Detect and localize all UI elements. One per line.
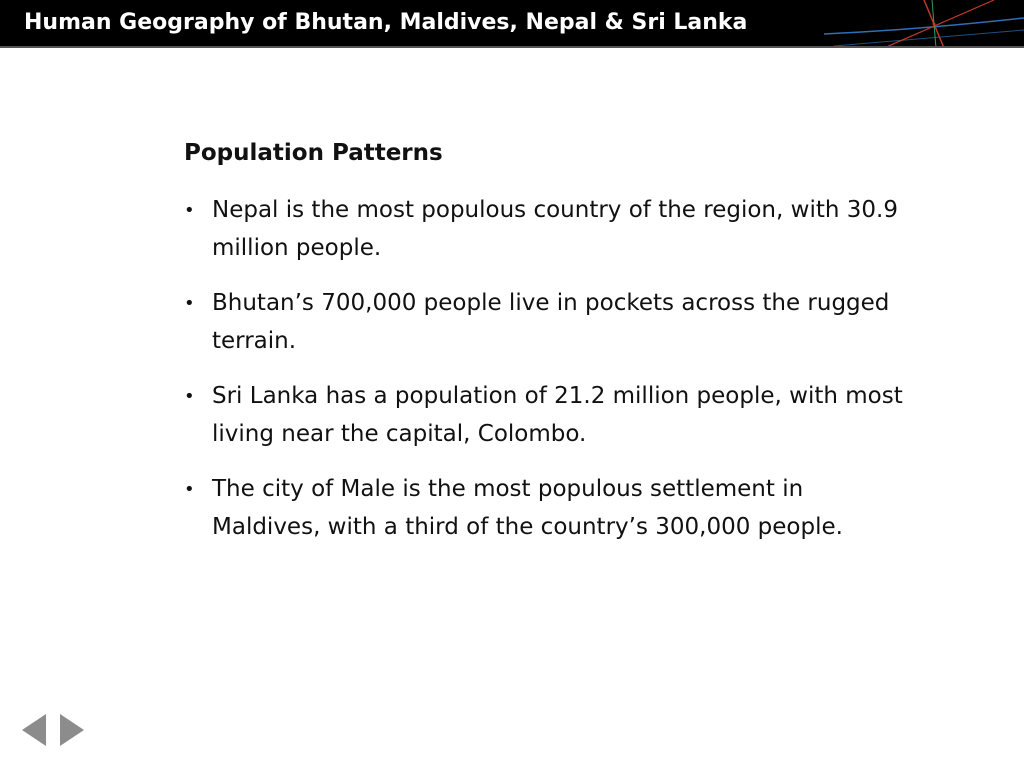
bullet-text: The city of Male is the most populous settlement in Maldives, with a third of the country’s 300,000 people. bbox=[212, 476, 843, 540]
slide-content bbox=[184, 138, 924, 564]
section-heading: Population Patterns bbox=[184, 140, 443, 166]
bullet-text: Bhutan’s 700,000 people live in pockets across the rugged terrain. bbox=[212, 290, 890, 354]
bullet-icon: • bbox=[184, 479, 195, 500]
title-divider bbox=[0, 46, 1024, 48]
bullet-icon: • bbox=[184, 293, 195, 314]
slide-title: Human Geography of Bhutan, Maldives, Nepal & Sri Lanka bbox=[24, 10, 748, 35]
bullet-item bbox=[184, 378, 924, 453]
bullet-item bbox=[184, 471, 924, 546]
bullet-text: Sri Lanka has a population of 21.2 million people, with most living near the capital, Colombo. bbox=[212, 383, 903, 447]
next-slide-button[interactable] bbox=[58, 712, 86, 748]
bullet-icon: • bbox=[184, 200, 195, 221]
bullet-item bbox=[184, 285, 924, 360]
bullet-text: Nepal is the most populous country of the region, with 30.9 million people. bbox=[212, 197, 898, 261]
previous-slide-button[interactable] bbox=[20, 712, 48, 748]
title-bar bbox=[0, 0, 1024, 48]
triangle-right-icon bbox=[58, 712, 86, 748]
bullet-icon: • bbox=[184, 386, 195, 407]
bullet-item bbox=[184, 192, 924, 267]
slide-navigation bbox=[20, 712, 90, 750]
bullet-list bbox=[184, 192, 924, 546]
triangle-left-icon bbox=[20, 712, 48, 748]
decorative-lines-graphic bbox=[824, 0, 1024, 48]
